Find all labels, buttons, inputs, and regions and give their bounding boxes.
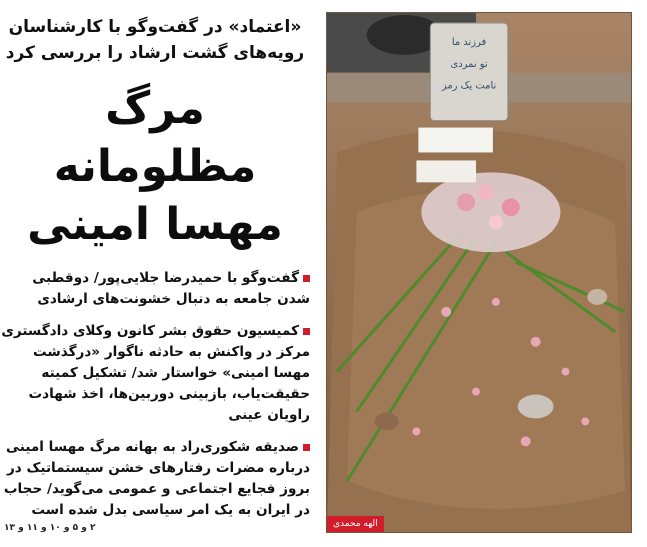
- gravestone-inscription: فرزند ما: [451, 36, 487, 48]
- bullet-item: [0, 268, 310, 310]
- page-reference: ۲ و ۵ و ۱۰ و ۱۱ و ۱۳: [4, 523, 96, 533]
- bullet-list: [0, 268, 310, 521]
- photo-credit: الهه محمدی: [327, 516, 384, 532]
- grave-photo: [326, 12, 632, 533]
- grave-photo-illustration: [327, 13, 631, 532]
- bullet-square-icon: [303, 444, 310, 451]
- bullet-item: [0, 321, 310, 426]
- bullet-square-icon: [303, 328, 310, 335]
- bullet-text: گفت‌وگو با حمیدرضا جلایی‌پور/ دوقطبی شدن جامعه به دنبال خشونت‌های ارشادی: [32, 270, 310, 307]
- kicker-headline: «اعتماد» در گفت‌وگو با کارشناسان رویه‌های گشت ارشاد را بررسی کرد: [5, 17, 305, 63]
- text-column: [0, 12, 316, 535]
- main-headline: مرگ مظلومانه مهسا امینی: [27, 83, 283, 250]
- bullet-text: کمیسیون حقوق بشر کانون وکلای دادگستری مرکز در واکنش به حادثه ناگوار «درگذشت مهسا امینی» خواستار شد/ تشکیل کمیته حقیقت‌یاب، بازبینی دوربین‌ها، اخذ شهادت راویان عینی: [1, 323, 310, 423]
- bullet-text: صدیقه شکوری‌راد به بهانه مرگ مهسا امینی درباره مضرات رفتارهای خشن سیستماتیک در بروز فجایع اجتماعی و عمومی می‌گوید/ حجاب در ایران به یک امر سیاسی بدل شده است: [3, 439, 310, 518]
- bullet-square-icon: [303, 275, 310, 282]
- gravestone-inscription: نامت یک رمز: [441, 80, 497, 92]
- bullet-item: [0, 437, 310, 521]
- gravestone-inscription: تو نمردی: [450, 58, 488, 70]
